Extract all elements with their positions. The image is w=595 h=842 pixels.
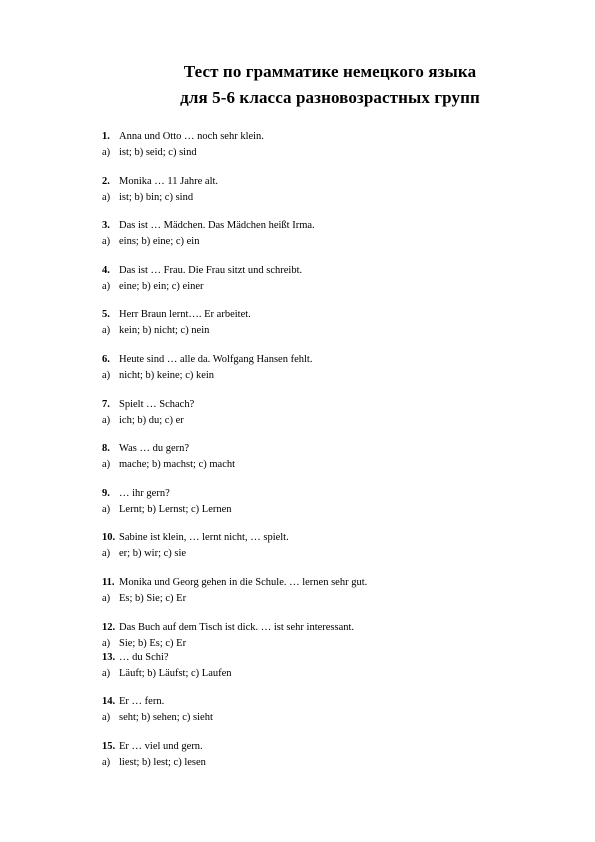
page-title: Тест по грамматике немецкого языка bbox=[183, 62, 477, 81]
answer-options: ist; b) bin; c) sind bbox=[119, 192, 194, 203]
question-text: Herr Braun lernt…. Er arbeitet. bbox=[119, 309, 251, 320]
question-3 bbox=[102, 219, 315, 232]
answers-1 bbox=[102, 146, 197, 159]
question-9 bbox=[102, 487, 170, 500]
question-2 bbox=[102, 175, 218, 188]
answer-options: nicht; b) keine; c) kein bbox=[119, 370, 215, 381]
answers-12 bbox=[102, 637, 186, 650]
question-7 bbox=[102, 398, 194, 411]
answers-9 bbox=[102, 503, 232, 516]
question-1 bbox=[102, 130, 264, 143]
question-8 bbox=[102, 442, 189, 455]
answers-4 bbox=[102, 280, 204, 293]
question-text: Heute sind … alle da. Wolfgang Hansen fehlt. bbox=[119, 354, 313, 365]
answer-prefix: a) bbox=[102, 504, 111, 515]
question-text: Monika … 11 Jahre alt. bbox=[119, 176, 219, 187]
question-15 bbox=[102, 740, 203, 753]
answers-10 bbox=[102, 547, 186, 560]
answer-options: Es; b) Sie; c) Er bbox=[119, 593, 187, 604]
question-number: 5. bbox=[102, 309, 110, 320]
question-11 bbox=[102, 576, 367, 589]
question-5 bbox=[102, 308, 251, 321]
question-10 bbox=[102, 531, 289, 544]
question-text: … ihr gern? bbox=[119, 488, 170, 499]
question-text: Anna und Otto … noch sehr klein. bbox=[119, 131, 264, 142]
answer-prefix: a) bbox=[102, 548, 111, 559]
answers-2 bbox=[102, 191, 193, 204]
question-number: 10. bbox=[102, 532, 116, 543]
answer-prefix: a) bbox=[102, 668, 111, 679]
answer-prefix: a) bbox=[102, 593, 111, 604]
answer-prefix: a) bbox=[102, 281, 111, 292]
question-text: Er … fern. bbox=[119, 696, 165, 707]
question-number: 14. bbox=[102, 696, 116, 707]
answer-options: eine; b) ein; c) einer bbox=[119, 281, 204, 292]
answer-options: mache; b) machst; c) macht bbox=[119, 459, 236, 470]
page-subtitle: для 5-6 класса разновозрастных групп bbox=[180, 88, 480, 107]
answer-options: ist; b) seid; c) sind bbox=[119, 147, 197, 158]
question-6 bbox=[102, 353, 312, 366]
answer-prefix: a) bbox=[102, 415, 111, 426]
question-text: Das ist … Mädchen. Das Mädchen heißt Irma. bbox=[119, 220, 315, 231]
question-number: 6. bbox=[102, 354, 110, 365]
answer-options: eins; b) eine; c) ein bbox=[119, 236, 200, 247]
answer-prefix: a) bbox=[102, 192, 111, 203]
answers-6 bbox=[102, 369, 214, 382]
question-number: 8. bbox=[102, 443, 110, 454]
answer-options: liest; b) lest; c) lesen bbox=[119, 757, 206, 768]
answer-prefix: a) bbox=[102, 638, 111, 649]
answers-11 bbox=[102, 592, 186, 605]
question-number: 15. bbox=[102, 741, 116, 752]
answers-7 bbox=[102, 414, 184, 427]
answers-8 bbox=[102, 458, 235, 471]
question-text: Das Buch auf dem Tisch ist dick. … ist sehr interessant. bbox=[119, 622, 355, 633]
answer-prefix: a) bbox=[102, 370, 111, 381]
answers-3 bbox=[102, 235, 199, 248]
question-number: 4. bbox=[102, 265, 110, 276]
question-text: Spielt … Schach? bbox=[119, 399, 195, 410]
question-4 bbox=[102, 264, 302, 277]
question-12 bbox=[102, 621, 354, 634]
question-number: 1. bbox=[102, 131, 110, 142]
answer-prefix: a) bbox=[102, 147, 111, 158]
question-number: 2. bbox=[102, 176, 110, 187]
answer-options: kein; b) nicht; c) nein bbox=[119, 325, 210, 336]
answer-options: ich; b) du; c) er bbox=[119, 415, 184, 426]
question-text: Er … viel und gern. bbox=[119, 741, 203, 752]
answers-14 bbox=[102, 711, 213, 724]
question-text: Sabine ist klein, … lernt nicht, … spielt. bbox=[119, 532, 289, 543]
answer-prefix: a) bbox=[102, 236, 111, 247]
question-number: 7. bbox=[102, 399, 110, 410]
answer-prefix: a) bbox=[102, 325, 111, 336]
answer-options: Sie; b) Es; c) Er bbox=[119, 638, 187, 649]
question-number: 3. bbox=[102, 220, 110, 231]
question-number: 9. bbox=[102, 488, 110, 499]
question-text: Das ist … Frau. Die Frau sitzt und schreibt. bbox=[119, 265, 303, 276]
answer-prefix: a) bbox=[102, 459, 111, 470]
answer-prefix: a) bbox=[102, 757, 111, 768]
question-number: 13. bbox=[102, 652, 116, 663]
question-text: Was … du gern? bbox=[119, 443, 190, 454]
question-text: Monika und Georg gehen in die Schule. … lernen sehr gut. bbox=[119, 577, 368, 588]
answer-options: er; b) wir; c) sie bbox=[119, 548, 187, 559]
question-number: 11. bbox=[102, 577, 115, 588]
answer-options: seht; b) sehen; c) sieht bbox=[119, 712, 213, 723]
question-number: 12. bbox=[102, 622, 116, 633]
answer-options: Lernt; b) Lernst; c) Lernen bbox=[119, 504, 232, 515]
question-14 bbox=[102, 695, 164, 708]
answers-5 bbox=[102, 324, 209, 337]
question-text: … du Schi? bbox=[119, 652, 169, 663]
answer-prefix: a) bbox=[102, 712, 111, 723]
answers-15 bbox=[102, 756, 206, 769]
question-13 bbox=[102, 651, 169, 664]
answers-13 bbox=[102, 667, 232, 680]
answer-options: Läuft; b) Läufst; c) Laufen bbox=[119, 668, 232, 679]
